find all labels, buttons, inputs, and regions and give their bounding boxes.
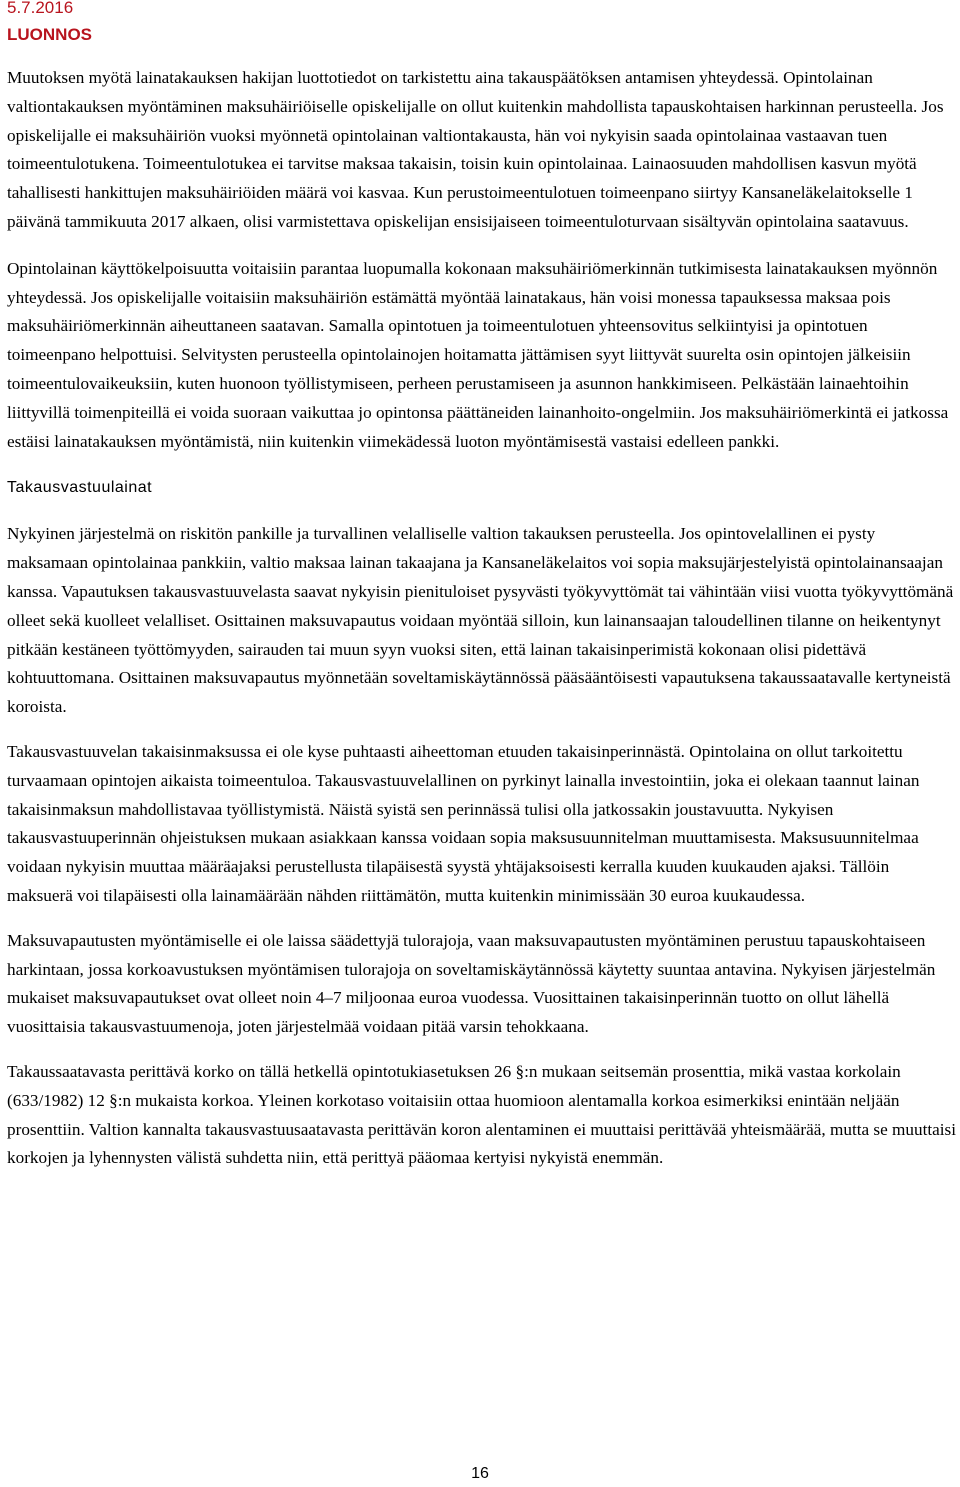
section-heading: Takausvastuulainat: [7, 479, 153, 497]
paragraph-interest-rate: Takaussaatavasta perittävä korko on tällä hetkellä opintotukiasetuksen 26 §:n mukaan seitsemän prosenttia, mikä vastaa korkolain (633/1982) 12 §:n mukaista korkoa. Yleinen korkotaso voitaisiin ottaa huomioon alentamalla korkoa esimerkiksi enintään neljään prosenttiin. Valtion kannalta takausvastuusaatavasta perittävän koron alentaminen ei muuttaisi perittävää yhteismäärää, mutta se muuttaisi korkojen ja lyhennysten välistä suhdetta niin, että perittyä pääomaa kertyisi nykyistä enemmän.: [7, 1061, 957, 1168]
header-date: 5.7.2016: [7, 0, 74, 17]
paragraph-loan-guarantee-credit-check: Muutoksen myötä lainatakauksen hakijan luottotiedot on tarkistettu aina takauspäätöksen antamisen yhteydessä. Opintolainan valtiontakauksen myöntäminen maksuhäiriöiselle opiskelijalle on ollut kuitenkin mahdollista tapauskohtaisen harkinnan perusteella. Jos opiskelijalle ei maksuhäiriön vuoksi myönnetä opintolainan valtiontakausta, hän voi nykyisin saada opintolainaa vastaavan tuen toimeentulotukena. Toimeentulotukea ei tarvitse maksaa takaisin, toisin kuin opintolainaa. Lainaosuuden mahdollisen kasvun myötä tahallisesti hankittujen maksuhäiriöiden määrä voi kasvaa. Kun perustoimeentulotuen toimeenpano siirtyy Kansaneläkelaitokselle 1 päivänä tammikuuta 2017 alkaen, olisi varmistettava opiskelijan ensisijaiseen toimeentuloturvaan sisältyvän opintolaina saatavuus.: [7, 68, 944, 231]
paragraph-payment-exemptions: Maksuvapautusten myöntämiselle ei ole laissa säädettyjä tulorajoja, vaan maksuvapautusten myöntäminen perustuu tapauskohtaiseen harkintaan, jossa korkoavustuksen myöntämisen tulorajoja on soveltamiskäytännössä käytetty suuntaa antavina. Nykyisen järjestelmän mukaiset maksuvapautukset ovat olleet noin 4–7 miljoonaa euroa vuodessa. Vuosittainen takaisinperinnän tuotto on ollut lähellä vuosittaisia takausvastuumenoja, joten järjestelmää voidaan pitää varsin tehokkaana.: [7, 930, 936, 1037]
header-draft-status: LUONNOS: [7, 25, 92, 44]
page-number: 16: [471, 1465, 489, 1482]
paragraph-current-system: Nykyinen järjestelmä on riskitön pankille ja turvallinen velalliselle valtion takauksen perusteella. Jos opintovelallinen ei pysty maksamaan opintolainaa pankkiin, valtio maksaa lainan takaajana ja Kansaneläkelaitos voi sopia maksujärjestelyistä opintolainansaajan kanssa. Vapautuksen takausvastuuvelasta saavat nykyisin pienituloiset pysyvästi työkyvyttömät tai vähintään viisi vuotta työkyvyttömänä olleet sekä kuolleet velalliset. Osittainen maksuvapautus voidaan myöntää silloin, kun lainansaajan taloudellinen tilanne on heikentynyt pitkään kestäneen työttömyyden, sairauden tai muun syyn vuoksi siten, että lainan takaisinperimistä kokonaan olisi pidettävä kohtuuttomana. Osittainen maksuvapautus myönnetään soveltamiskäytännössä pääsääntöisesti vapautuksena takaussaatavalle kertyneistä koroista.: [7, 524, 954, 717]
document-header: [7, 0, 92, 47]
paragraph-loan-usability: Opintolainan käyttökelpoisuutta voitaisiin parantaa luopumalla kokonaan maksuhäiriömerkinnän tutkimisesta lainatakauksen myönnön yhteydessä. Jos opiskelijalle voitaisiin maksuhäiriön estämättä myöntää lainatakaus, hän voisi monessa tapauksessa maksaa pois maksuhäiriömerkinnän aiheuttaneen saatavan. Samalla opintotuen ja toimeentulotuen yhteensovitus selkiintyisi ja opintotuen toimeenpano helpottuisi. Selvitysten perusteella opintolainojen hoitamatta jättämisen syyt liittyvät suurelta osin opintojen jälkeisiin toimeentulovaikeuksiin, kuten huonoon työllistymiseen, perheen perustamiseen ja asunnon hankkimiseen. Pelkästään lainaehtoihin liittyvillä toimenpiteillä ei voida suoraan vaikuttaa jo opintonsa päättäneiden lainanhoito-ongelmiin. Jos maksuhäiriömerkintä ei jatkossa estäisi lainatakauksen myöntämistä, niin kuitenkin viimekädessä luoton myöntämisestä vastaisi edelleen pankki.: [7, 258, 949, 451]
paragraph-repayment: Takausvastuuvelan takaisinmaksussa ei ole kyse puhtaasti aiheettoman etuuden takaisinperinnästä. Opintolaina on ollut tarkoitettu turvaamaan opintojen aikaista toimeentuloa. Takausvastuuvelallinen on pyrkinyt lainalla investointiin, joka ei olekaan taannut lainan takaisinmaksun mahdollistavaa työllistymistä. Näistä syistä sen perinnässä tulisi olla jatkossakin joustavuutta. Nykyisen takausvastuuperinnän ohjeistuksen mukaan asiakkaan kanssa voidaan sopia maksusuunnitelman muuttamisesta. Maksusuunnitelmaa voidaan nykyisin muuttaa määräajaksi perustellusta tilapäisestä syystä yhtäjaksoisesti kerralla kuuden kuukauden ajaksi. Tällöin maksuerä voi tilapäisesti olla lainamäärään nähden riittämätön, mutta kuitenkin minimissään 30 euroa kuukaudessa.: [7, 741, 920, 905]
document-body: [7, 64, 956, 1173]
